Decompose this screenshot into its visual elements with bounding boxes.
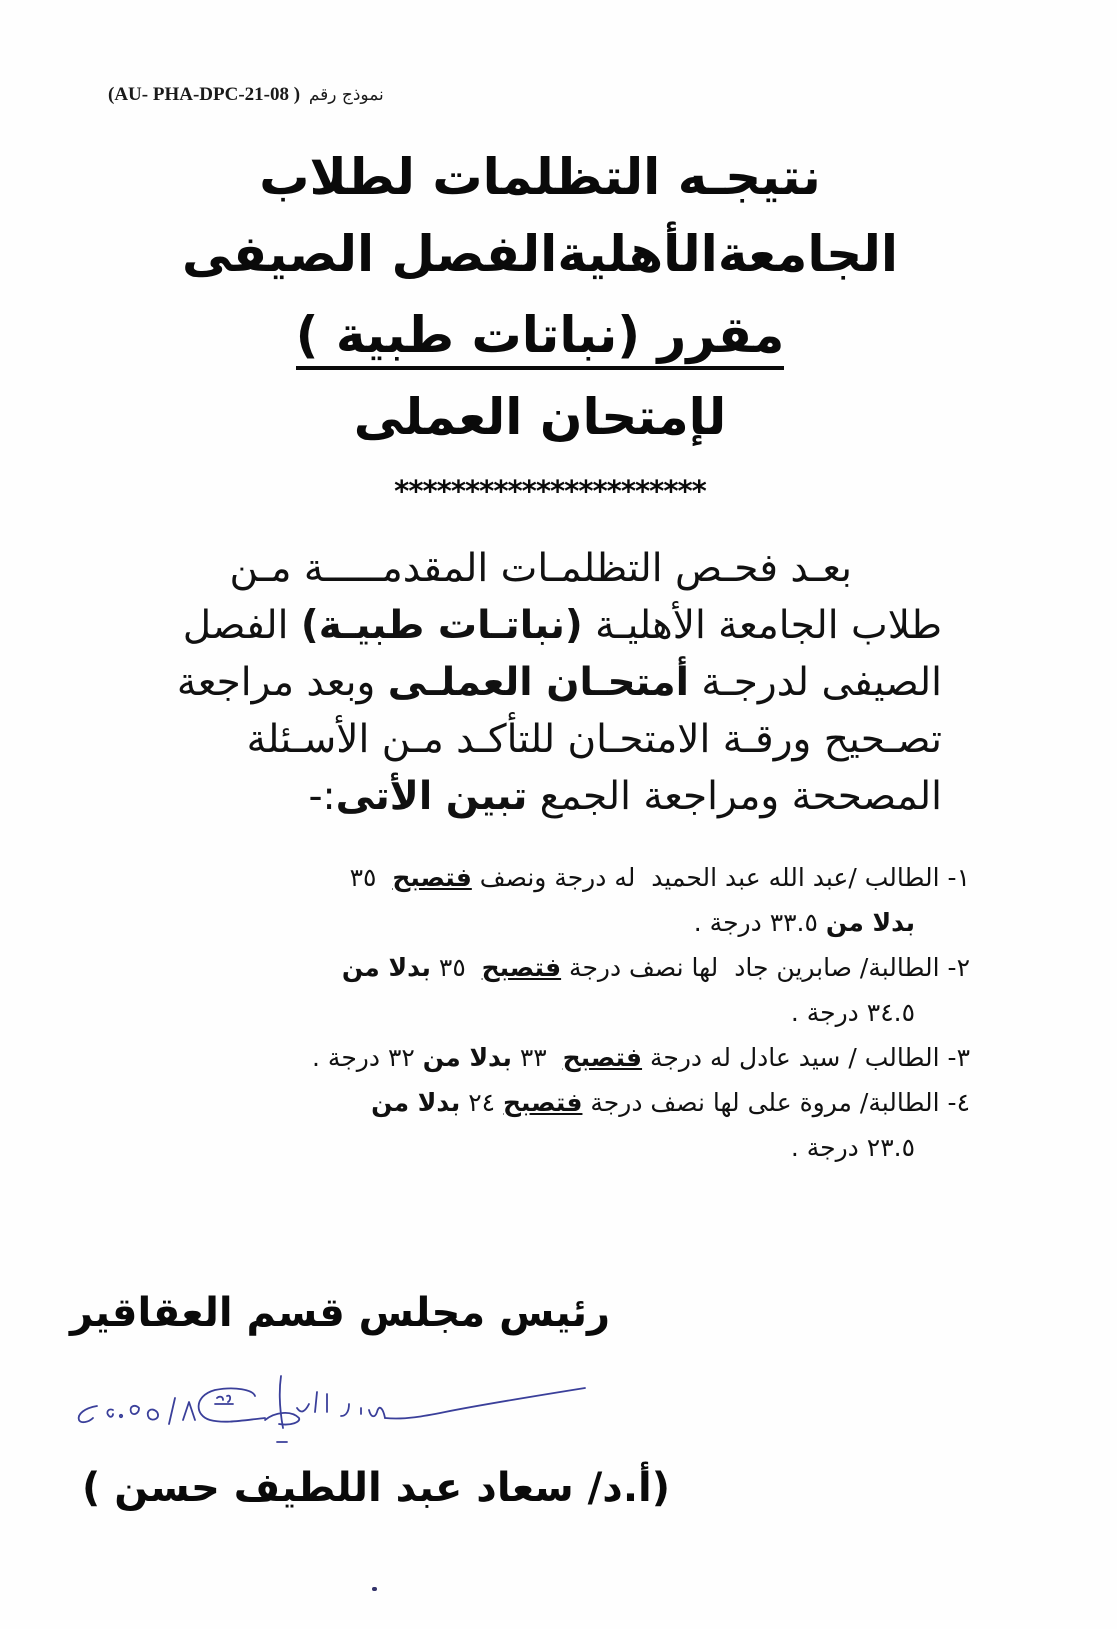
title-line-2: الجامعةالأهليةالفصل الصيفى — [181, 225, 899, 283]
result-item — [120, 1035, 970, 1080]
signatory-title: رئيس مجلس قسم العقاقير — [70, 1290, 610, 1336]
body-line-1: بعـد فحـص التظلمـات المقدمـــــة مـن — [229, 546, 852, 591]
result-item — [120, 855, 970, 945]
result-row — [120, 945, 970, 990]
grade-unit: درجة . — [693, 908, 762, 937]
old-grade: ٣٢ — [387, 1043, 415, 1072]
new-grade: ٣٣ — [519, 1043, 547, 1072]
body-paragraph — [112, 540, 942, 825]
instead-label: بدلا من — [341, 953, 431, 982]
body-line-3 — [112, 654, 942, 711]
new-grade: ٣٥ — [349, 863, 377, 892]
result-number: ١- — [947, 863, 970, 892]
results-list — [120, 855, 970, 1170]
body-line-5 — [112, 768, 942, 825]
title-line-4: لإمتحان العملى — [353, 388, 727, 446]
body-line-2 — [112, 597, 942, 654]
grade-change-text: له درجة ونصف — [479, 863, 636, 892]
body-text: :- — [308, 774, 336, 819]
signatory-name: (أ.د/ سعاد عبد اللطيف حسن ) — [82, 1465, 670, 1511]
student-name: مروة على — [747, 1088, 852, 1117]
grade-unit: درجة . — [790, 1133, 859, 1162]
body-text: طلاب الجامعة الأهليـة — [582, 603, 942, 648]
body-line-4: تصـحيح ورقـة الامتحـان للتأكـد مـن الأسـئلة — [246, 717, 942, 762]
student-name: عبد الله عبد الحميد — [651, 863, 849, 892]
result-number: ٢- — [947, 953, 970, 982]
grade-change-text: له درجة — [650, 1043, 732, 1072]
body-text: وبعد مراجعة — [176, 660, 388, 705]
course-name: مقرر (نباتات طبية ) — [296, 306, 785, 370]
body-course-bold: (نباتـات طبيـة) — [300, 603, 583, 648]
body-text: الصيفى لدرجـة — [689, 660, 942, 705]
becomes-label: فتصبح — [503, 1088, 583, 1117]
instead-label: بدلا من — [371, 1088, 461, 1117]
student-name: صابرين جاد — [734, 953, 852, 982]
body-text: الفصل — [182, 603, 301, 648]
handwritten-signature-icon — [65, 1368, 625, 1448]
old-grade: ٢٣.٥ — [866, 1133, 915, 1162]
student-label: الطالبة/ — [859, 1088, 940, 1117]
student-name: سيد عادل — [738, 1043, 841, 1072]
result-row — [120, 855, 970, 900]
form-label: نموذج رقم — [308, 85, 384, 105]
old-grade: ٣٤.٥ — [866, 998, 915, 1027]
body-result-bold: تبين الأتى — [335, 774, 528, 819]
becomes-label: فتصبح — [481, 953, 562, 982]
title-line-1: نتيجـه التظلمات لطلاب — [259, 148, 821, 206]
document-title — [150, 142, 930, 462]
new-grade: ٢٤ — [468, 1088, 496, 1117]
student-label: الطالب / — [848, 863, 940, 892]
grade-change-text: لها نصف درجة — [569, 953, 719, 982]
scan-artifact — [372, 1587, 377, 1591]
separator-stars: ********************** — [394, 474, 706, 508]
result-row-cont — [120, 990, 970, 1035]
grade-unit: درجة . — [312, 1043, 380, 1072]
form-number — [108, 84, 384, 106]
grade-unit: درجة . — [790, 998, 859, 1027]
body-exam-bold: أمتحـان العملـى — [387, 660, 690, 705]
new-grade: ٣٥ — [438, 953, 466, 982]
result-number: ٣- — [947, 1043, 970, 1072]
becomes-label: فتصبح — [562, 1043, 643, 1072]
instead-label: بدلا من — [825, 908, 915, 937]
body-text: المصححة ومراجعة الجمع — [527, 774, 942, 819]
result-item — [120, 945, 970, 1035]
instead-label: بدلا من — [422, 1043, 512, 1072]
grade-change-text: لها نصف درجة — [590, 1088, 740, 1117]
old-grade: ٣٣.٥ — [769, 908, 818, 937]
result-row — [120, 1080, 970, 1125]
student-label: الطالب / — [848, 1043, 940, 1072]
result-number: ٤- — [947, 1088, 970, 1117]
student-label: الطالبة/ — [859, 953, 940, 982]
result-row-cont — [120, 1125, 970, 1170]
form-code: (AU- PHA-DPC-21-08 ) — [108, 84, 301, 105]
result-row-cont — [120, 900, 970, 945]
becomes-label: فتصبح — [392, 863, 472, 892]
result-row — [120, 1035, 970, 1080]
title-line-3 — [150, 300, 930, 370]
result-item — [120, 1080, 970, 1170]
